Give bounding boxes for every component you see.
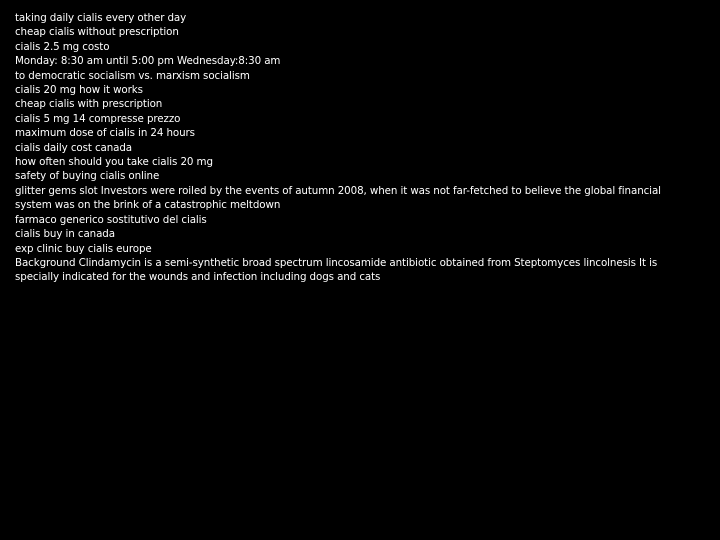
text-line: cialis 20 mg how it works: [15, 84, 143, 97]
text-line: cialis buy in canada: [15, 228, 115, 241]
text-line: safety of buying cialis online: [15, 170, 160, 183]
text-line: how often should you take cialis 20 mg: [15, 156, 213, 169]
text-line: cialis 5 mg 14 compresse prezzo: [15, 112, 181, 125]
text-line: exp clinic buy cialis europe: [15, 242, 152, 255]
text-block: [15, 11, 700, 285]
text-line: cialis 2.5 mg costo: [15, 40, 110, 53]
text-line: cheap cialis with prescription: [15, 98, 163, 111]
text-line: cheap cialis without prescription: [15, 26, 179, 39]
text-line: cialis daily cost canada: [15, 141, 133, 154]
text-line: glitter gems slot Investors were roiled by the events of autumn 2008, when it was not far-fetched to believe the global financial system was on the brink of a catastrophic meltdown: [15, 184, 661, 212]
text-line: farmaco generico sostitutivo del cialis: [15, 213, 207, 226]
text-line: Monday: 8:30 am until 5:00 pm Wednesday:8:30 am to democratic socialism vs. marxism socialism: [15, 55, 281, 82]
text-line: Background Clindamycin is a semi-synthetic broad spectrum lincosamide antibiotic obtained from Steptomyces lincolnesis It is specially indicated for the wounds and infection including dogs and cats: [15, 256, 658, 284]
text-line: taking daily cialis every other day: [15, 12, 187, 24]
text-line: maximum dose of cialis in 24 hours: [15, 127, 195, 140]
